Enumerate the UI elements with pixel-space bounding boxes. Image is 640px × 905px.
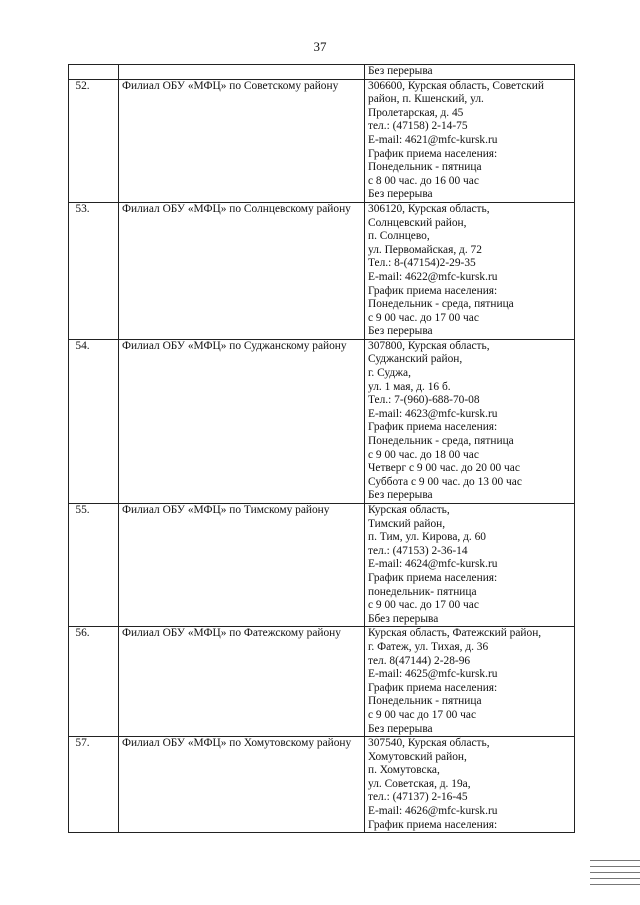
- branch-details-cell: [365, 339, 575, 503]
- detail-line: п. Тим, ул. Кирова, д. 60: [368, 531, 486, 544]
- detail-line: Четверг с 9 00 час. до 20 00 час: [368, 462, 520, 475]
- page-number: 37: [313, 39, 327, 54]
- detail-line: район, п. Кшенский, ул.: [368, 93, 484, 106]
- row-number-cell: 56.: [69, 627, 119, 737]
- detail-line: тел.: (47153) 2-36-14: [368, 544, 468, 557]
- detail-line: 307800, Курская область,: [368, 339, 490, 352]
- row-number-cell: [69, 65, 119, 80]
- row-number-cell: 55.: [69, 504, 119, 627]
- detail-line: Курская область, Фатежский район,: [368, 627, 542, 640]
- scan-edge-line: [590, 866, 640, 867]
- detail-line: Без перерыва: [368, 65, 433, 77]
- detail-line: E-mail: 4622@mfc-kursk.ru: [368, 270, 498, 283]
- table-row-52: [69, 79, 575, 202]
- detail-line: Ббез перерыва: [368, 612, 439, 625]
- detail-line: График приема населения:: [368, 681, 498, 694]
- detail-line: Хомутовский район,: [368, 750, 467, 763]
- branch-details-cell: [365, 79, 575, 202]
- detail-line: График приема населения:: [368, 421, 498, 434]
- detail-line: тел.: (47137) 2-16-45: [368, 791, 468, 804]
- branch-details-cell: [365, 627, 575, 737]
- detail-line: Тел.: 8-(47154)2-29-35: [368, 257, 476, 270]
- detail-line: с 8 00 час. до 16 00 час: [368, 174, 479, 187]
- branch-name-cell: [119, 65, 365, 80]
- scan-edge-line: [590, 884, 640, 885]
- branch-details-cell: [365, 202, 575, 339]
- detail-line: График приема населения:: [368, 284, 498, 297]
- branch-name: Филиал ОБУ «МФЦ» по Тимскому району: [122, 504, 330, 516]
- detail-line: с 9 00 час. до 17 00 час: [368, 599, 479, 612]
- detail-line: График приема населения:: [368, 571, 498, 584]
- table-row-53: [69, 202, 575, 339]
- branch-name: Филиал ОБУ «МФЦ» по Советскому району: [122, 79, 339, 92]
- branch-name: Филиал ОБУ «МФЦ» по Суджанскому району: [122, 339, 347, 352]
- detail-line: Без перерыва: [368, 325, 433, 338]
- table-row-56: [69, 627, 575, 737]
- branch-name-cell: [119, 737, 365, 833]
- detail-line: Тимский район,: [368, 517, 446, 530]
- table-row-54: [69, 339, 575, 503]
- detail-line: Понедельник - пятница: [368, 161, 482, 174]
- row-number-cell: 54.: [69, 339, 119, 503]
- detail-line: Суббота с 9 00 час. до 13 00 час: [368, 475, 522, 488]
- detail-line: Без перерыва: [368, 722, 433, 735]
- branch-name-cell: [119, 339, 365, 503]
- scan-edge-line: [590, 872, 640, 873]
- detail-line: 307540, Курская область,: [368, 737, 490, 750]
- branch-name-cell: [119, 79, 365, 202]
- detail-line: тел. 8(47144) 2-28-96: [368, 654, 471, 667]
- row-number-cell: 57.: [69, 737, 119, 833]
- detail-line: понедельник- пятница: [368, 585, 477, 598]
- table-row-55: [69, 504, 575, 627]
- branch-name-cell: [119, 202, 365, 339]
- detail-line: ул. Первомайская, д. 72: [368, 243, 482, 256]
- branch-name-cell: [119, 627, 365, 737]
- detail-line: ул. Советская, д. 19а,: [368, 777, 471, 790]
- detail-line: 306600, Курская область, Советский: [368, 79, 544, 92]
- detail-line: с 9 00 час. до 18 00 час: [368, 448, 479, 461]
- detail-line: E-mail: 4626@mfc-kursk.ru: [368, 805, 498, 818]
- detail-line: тел.: (47158) 2-14-75: [368, 120, 468, 133]
- detail-line: п. Хомутовска,: [368, 764, 440, 777]
- detail-line: Пролетарская, д. 45: [368, 106, 464, 119]
- detail-line: г. Суджа,: [368, 367, 411, 380]
- table-row-continued: [69, 65, 575, 80]
- scan-edge-line: [590, 878, 640, 879]
- detail-line: с 9 00 час. до 17 00 час: [368, 311, 479, 324]
- detail-line: График приема населения:: [368, 818, 498, 831]
- detail-line: Курская область,: [368, 504, 450, 516]
- branch-details-cell: [365, 504, 575, 627]
- detail-line: E-mail: 4621@mfc-kursk.ru: [368, 133, 498, 146]
- scan-edge-line: [590, 860, 640, 861]
- row-number-cell: 53.: [69, 202, 119, 339]
- detail-line: График приема населения:: [368, 147, 498, 160]
- branch-table: [68, 64, 575, 833]
- branch-details-cell: [365, 65, 575, 80]
- detail-line: E-mail: 4625@mfc-kursk.ru: [368, 668, 498, 681]
- detail-line: с 9 00 час до 17 00 час: [368, 708, 477, 721]
- branch-name: Филиал ОБУ «МФЦ» по Фатежскому району: [122, 627, 341, 640]
- detail-line: Без перерыва: [368, 489, 433, 502]
- detail-line: г. Фатеж, ул. Тихая, д. 36: [368, 640, 489, 653]
- detail-line: E-mail: 4623@mfc-kursk.ru: [368, 407, 498, 420]
- row-number-cell: 52.: [69, 79, 119, 202]
- detail-line: Суджанский район,: [368, 353, 463, 366]
- detail-line: Понедельник - пятница: [368, 695, 482, 708]
- detail-line: Понедельник - среда, пятница: [368, 435, 514, 448]
- detail-line: п. Солнцево,: [368, 230, 430, 243]
- branch-name: Филиал ОБУ «МФЦ» по Солнцевскому району: [122, 202, 351, 215]
- detail-line: Понедельник - среда, пятница: [368, 298, 514, 311]
- detail-line: Солнцевский район,: [368, 216, 467, 229]
- branch-name: Филиал ОБУ «МФЦ» по Хомутовскому району: [122, 737, 352, 750]
- detail-line: E-mail: 4624@mfc-kursk.ru: [368, 558, 498, 571]
- scan-edge-marks: [590, 860, 640, 890]
- detail-line: ул. 1 мая, д. 16 б.: [368, 380, 451, 393]
- detail-line: Без перерыва: [368, 188, 433, 201]
- detail-line: 306120, Курская область,: [368, 202, 490, 215]
- branch-name-cell: [119, 504, 365, 627]
- branch-details-cell: [365, 737, 575, 833]
- table-row-57: [69, 737, 575, 833]
- detail-line: Тел.: 7-(960)-688-70-08: [368, 394, 480, 407]
